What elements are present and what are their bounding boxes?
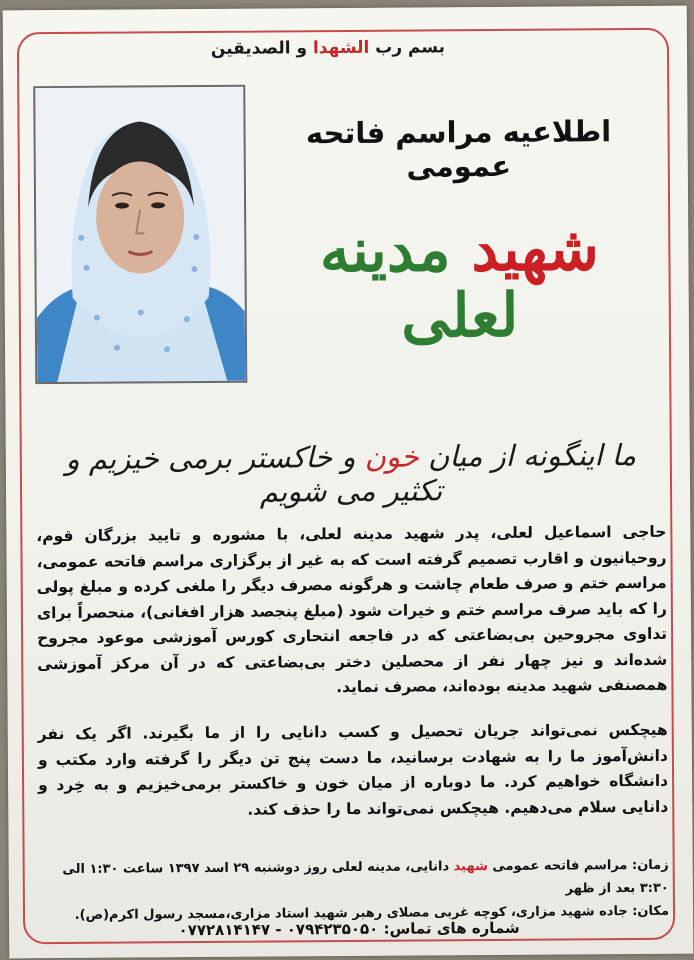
event-place: مکان: جاده شهید مزاری، کوچه غربی مصلای رهبر شهید استاد مزاری،مسجد رسول اکرم(ص). xyxy=(74,903,670,923)
name-prefix: شهید xyxy=(471,214,600,286)
portrait-illustration xyxy=(35,87,245,382)
basmala-text-end: و الصدیقین xyxy=(210,38,313,59)
event-time-end: دانایی، مدینه لعلی روز دوشنبه ۲۹ اسد ۱۳۹۷ ساعت ۱:۳۰ الی ۳:۳۰ بعد از ظهر xyxy=(62,859,669,897)
event-time xyxy=(39,854,669,904)
notice-poster xyxy=(3,6,694,959)
page-title: اطلاعیه مراسم فاتحه عمومی xyxy=(305,114,612,184)
announcement-paragraph: حاجی اسماعیل لعلی، پدر شهید مدینه لعلی، با مشوره و تایید بزرگان قوم، روحیانیون و اقارب تصمیم گرفته است که به غیر از برگزاری مراسم فاتحه عمومی، مراسم ختم و صرف طعام چاشت و هرگونه مصرف دیگر را ملغی کرده و مبلغ پولی را که باید صرف مراسم ختم و خیرات شود (مبلغ پنجصد هزار افغانی)، منحصراً برای تداوی مجروحین بی‌بضاعتی که در فاجعه انتحاری کورس آموزشی موعود مجروح شده‌اند و نیز چهار نفر از محصلین دختر بی‌بضاعتی که در آن مرکز آموزشی همصنفی شهید مدینه بوده‌اند، مصرف نماید. xyxy=(36,522,668,697)
slogan-end: و خاکستر برمی خیزیم و تکثیر می شویم xyxy=(65,439,443,509)
statement-paragraph: هیچکس نمی‌تواند جریان تحصیل و کسب دانایی را از ما بگیرند. اگر یک نفر دانش‌آموز ما را به شهادت برسانید، ما دست پنج تن دیگر را گرفته وارد مکتب و دانشگاه خواهیم کرد. ما دوباره از میان خون و خاکستر برمی‌خیزیم و به خِرد و دانایی سلام می‌دهیم. هیچکس نمی‌تواند ما را حذف کند. xyxy=(37,720,669,819)
slogan-highlight: خون xyxy=(364,439,420,474)
portrait-photo xyxy=(33,85,247,384)
slogan-start: ما اینگونه از میان xyxy=(418,437,637,474)
basmala-text-start: بسم رب xyxy=(369,37,446,58)
slogan xyxy=(46,438,656,510)
contact-line xyxy=(79,918,619,940)
event-time-highlight: شهید xyxy=(453,859,488,875)
name-first: مدینه xyxy=(319,215,451,287)
contact-phones: ۰۷۹۴۲۳۵۰۵۰ - ۰۷۷۲۸۱۴۱۴۷ xyxy=(178,919,379,940)
event-time-start: زمان: مراسم فاتحه عمومی xyxy=(487,857,669,875)
martyr-name xyxy=(254,216,665,351)
name-last: لعلی xyxy=(401,280,519,352)
basmala-highlight: الشهدا xyxy=(312,37,370,59)
basmala-heading xyxy=(163,37,493,59)
event-details xyxy=(39,854,669,927)
contact-label: شماره های تماس: xyxy=(383,918,520,938)
